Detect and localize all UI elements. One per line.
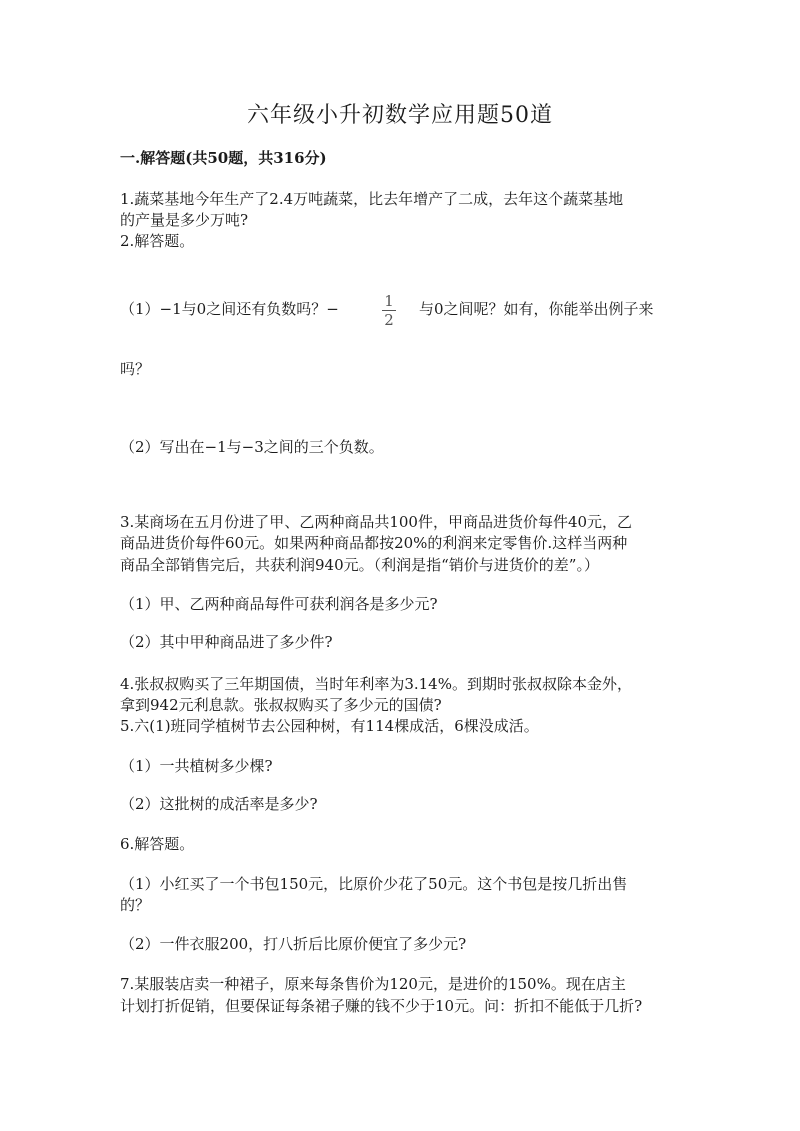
q3-line3: 商品全部销售完后，共获利润940元。（利润是指“销价与进货价的差”。） xyxy=(120,556,599,574)
section-heading: 一.解答题(共50题，共316分) xyxy=(120,149,327,167)
q5-part2: （2）这批树的成活率是多少? xyxy=(120,795,318,813)
document-title: 六年级小升初数学应用题50道 xyxy=(247,103,553,128)
q2-heading: 2.解答题。 xyxy=(120,232,195,250)
q2-part1-after: 与0之间呢？如有，你能举出例子来 xyxy=(419,300,654,318)
q7-line2: 计划打折促销，但要保证每条裙子赚的钱不少于10元。问：折扣不能低于几折? xyxy=(120,997,643,1015)
q1-line2: 的产量是多少万吨? xyxy=(120,211,249,229)
q6-part2: （2）一件衣服200，打八折后比原价便宜了多少元? xyxy=(120,935,467,953)
fraction-denominator: 2 xyxy=(384,311,394,329)
q5-part1: （1）一共植树多少棵? xyxy=(120,757,273,775)
q4-line1: 4.张叔叔购买了三年期国债，当时年利率为3.14%。到期时张叔叔除本金外， xyxy=(120,675,632,693)
q3-line2: 商品进货价每件60元。如果两种商品都按20%的利润来定零售价.这样当两种 xyxy=(120,534,628,552)
q2-part1-before: （1）−1与0之间还有负数吗？− xyxy=(120,300,339,318)
fraction-numerator: 1 xyxy=(384,292,394,310)
q4-line2: 拿到942元利息款。张叔叔购买了多少元的国债? xyxy=(120,696,442,714)
fraction-one-half xyxy=(382,293,396,328)
q6-heading: 6.解答题。 xyxy=(120,835,195,853)
q6-part1-line1: （1）小红买了一个书包150元，比原价少花了50元。这个书包是按几折出售 xyxy=(120,875,628,893)
q2-part1-line2: 吗？ xyxy=(120,360,151,378)
q2-part2: （2）写出在−1与−3之间的三个负数。 xyxy=(120,438,384,456)
q7-line1: 7.某服装店卖一种裙子，原来每条售价为120元，是进价的150%。现在店主 xyxy=(120,975,626,993)
q3-line1: 3.某商场在五月份进了甲、乙两种商品共100件，甲商品进货价每件40元，乙 xyxy=(120,513,633,531)
q1-line1: 1.蔬菜基地今年生产了2.4万吨蔬菜，比去年增产了二成，去年这个蔬菜基地 xyxy=(120,190,624,208)
q3-part2: （2）其中甲种商品进了多少件? xyxy=(120,633,333,651)
q3-part1: （1）甲、乙两种商品每件可获利润各是多少元? xyxy=(120,595,438,613)
q6-part1-line2: 的？ xyxy=(120,896,151,914)
q5-heading: 5.六(1)班同学植树节去公园种树，有114棵成活，6棵没成活。 xyxy=(120,717,539,735)
